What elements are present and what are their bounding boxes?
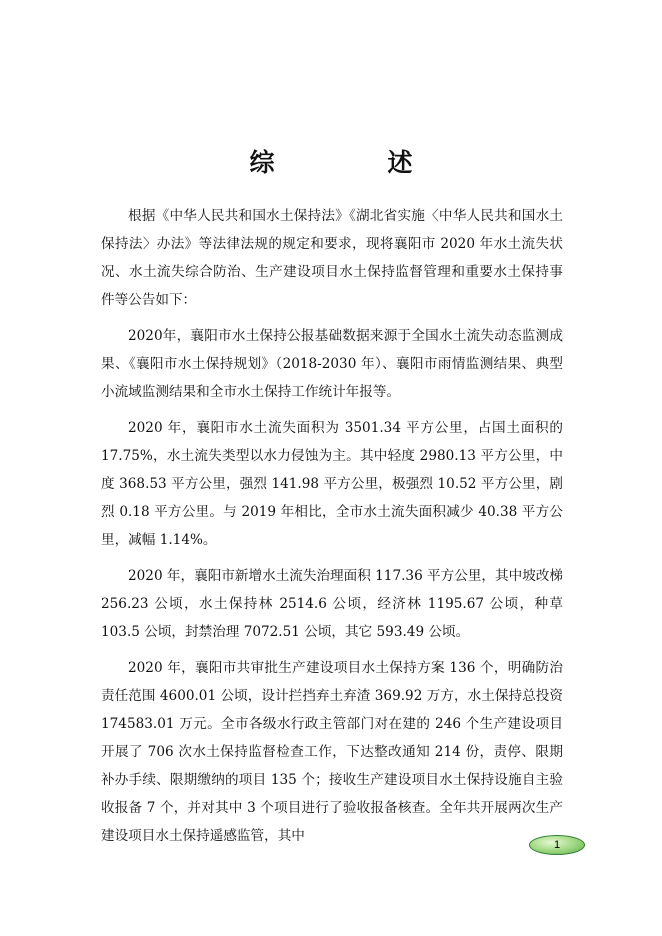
paragraph-new-treatment: 2020 年，襄阳市新增水土流失治理面积 117.36 平方公里，其中坡改梯 256.23 公顷，水土保持林 2514.6 公顷，经济林 1195.67 公顷，种草 103.5 公顷，封禁治理 7072.51 公顷，其它 593.49 公顷。 <box>101 568 563 640</box>
page-number: 1 <box>553 839 561 851</box>
paragraph-erosion-area: 2020 年，襄阳市水土流失面积为 3501.34 平方公里，占国土面积的 17.75%，水土流失类型以水力侵蚀为主。其中轻度 2980.13 平方公里，中度 368.53 平方公里，强烈 141.98 平方公里，极强烈 10.52 平方公里，剧烈 0.18 平方公里。与 2019 年相比，全市水土流失面积减少 40.38 平方公里，减幅 1.14%。 <box>101 420 563 548</box>
paragraph-data-sources: 2020年，襄阳市水土保持公报基础数据来源于全国水土流失动态监测成果、《襄阳市水土保持规划》（2018-2030 年）、襄阳市雨情监测结果、典型小流域监测结果和全市水土保持工作统计年报等。 <box>101 328 563 400</box>
page-number-badge <box>529 835 585 855</box>
page-title: 综 述 <box>249 147 457 177</box>
paragraph-intro: 根据《中华人民共和国水土保持法》《湖北省实施〈中华人民共和国水土保持法〉办法》等法律法规的规定和要求，现将襄阳市 2020 年水土流失状况、水土流失综合防治、生产建设项目水土保持监督管理和重要水土保持事件等公告如下： <box>101 208 563 308</box>
document-body <box>101 202 563 858</box>
paragraph-project-supervision: 2020 年，襄阳市共审批生产建设项目水土保持方案 136 个，明确防治责任范围 4600.01 公顷，设计拦挡弃土弃渣 369.92 万方，水土保持总投资 174583.01 万元。全市各级水行政主管部门对在建的 246 个生产建设项目开展了 706 次水土保持监督检查工作，下达整改通知 214 份，责停、限期补办手续、限期缴纳的项目 135 个；接收生产建设项目水土保持设施自主验收报备 7 个，并对其中 3 个项目进行了验收报备核查。全年共开展两次生产建设项目水土保持遥感监管，其中 <box>101 660 563 844</box>
